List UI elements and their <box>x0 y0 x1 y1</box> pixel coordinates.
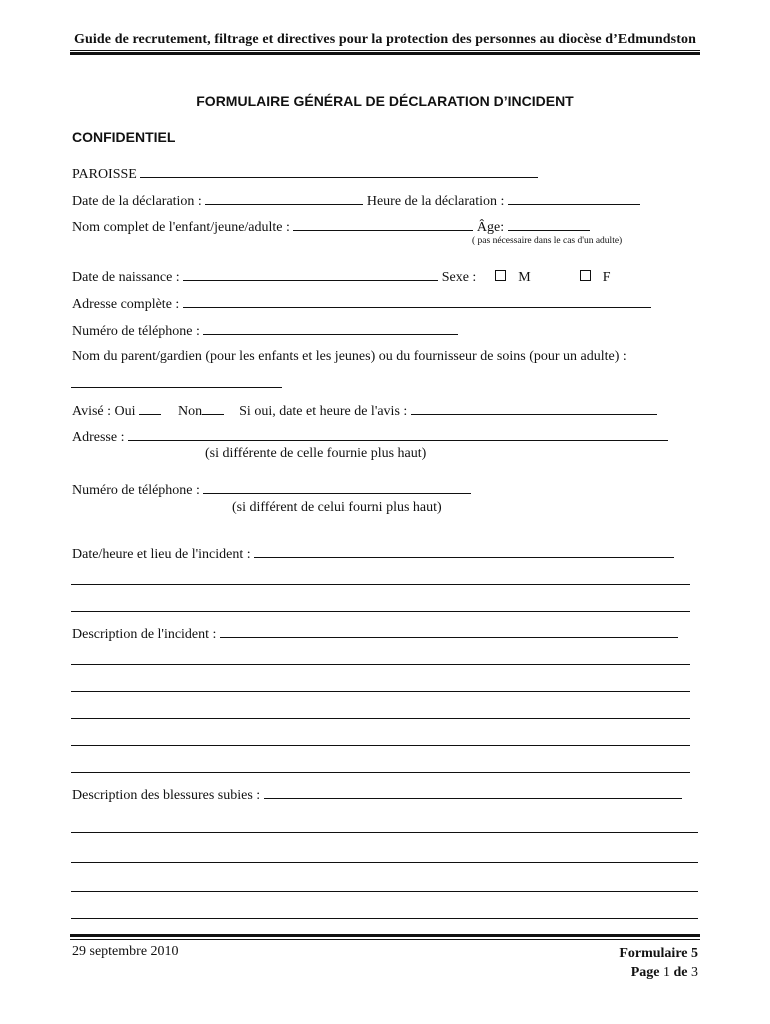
incident-desc-line-3[interactable] <box>71 691 690 692</box>
footer-date: 29 septembre 2010 <box>72 944 179 959</box>
injuries-field[interactable] <box>264 786 682 799</box>
parish-label: PAROISSE <box>72 167 137 182</box>
notified-no-label: Non <box>178 404 203 419</box>
header-rule-thick <box>70 52 700 55</box>
report-time-label: Heure de la déclaration : <box>366 194 505 209</box>
injuries-label: Description des blessures subies : <box>72 788 261 803</box>
parent-field[interactable] <box>71 387 282 388</box>
document-header: Guide de recrutement, filtrage et directives pour la protection des personnes au diocèse d’Edmundston <box>74 32 696 47</box>
confidential-label: CONFIDENTIEL <box>72 129 176 145</box>
incident-when-line-3[interactable] <box>71 611 690 612</box>
incident-when-row <box>72 545 674 565</box>
sex-f-label: F <box>602 270 611 285</box>
report-time-field[interactable] <box>508 192 640 205</box>
address-row <box>72 295 651 315</box>
address2-note: (si différente de celle fournie plus haut) <box>205 446 427 461</box>
footer-rule-thin <box>70 939 700 940</box>
parish-field[interactable] <box>140 165 538 178</box>
sex-m-label: M <box>518 270 531 285</box>
birth-date-row <box>72 268 611 288</box>
incident-desc-line-2[interactable] <box>71 664 690 665</box>
address2-row <box>72 428 668 448</box>
phone2-row <box>72 481 471 501</box>
footer-form-label: Formulaire 5 <box>619 946 698 961</box>
address-label: Adresse complète : <box>72 297 180 312</box>
report-date-label: Date de la déclaration : <box>72 194 202 209</box>
footer-rule-thick <box>70 934 700 937</box>
notified-no-field[interactable] <box>202 402 224 415</box>
full-name-row <box>72 218 590 238</box>
incident-desc-line-4[interactable] <box>71 718 690 719</box>
incident-when-field[interactable] <box>254 545 674 558</box>
age-note: ( pas nécessaire dans le cas d'un adulte) <box>472 236 623 246</box>
incident-desc-label: Description de l'incident : <box>72 627 217 642</box>
phone2-note: (si différent de celui fourni plus haut) <box>232 500 442 515</box>
injuries-line-4[interactable] <box>71 891 698 892</box>
notified-row <box>72 402 657 422</box>
footer-page-count <box>619 963 698 982</box>
incident-desc-line-5[interactable] <box>71 745 690 746</box>
footer-page-total: 3 <box>691 965 698 980</box>
injuries-row <box>72 786 682 806</box>
birth-date-label: Date de naissance : <box>72 270 180 285</box>
phone-label: Numéro de téléphone : <box>72 324 200 339</box>
incident-desc-field[interactable] <box>220 625 678 638</box>
phone-field[interactable] <box>203 322 458 335</box>
age-label: Âge: <box>476 220 505 235</box>
notified-when-label: Si oui, date et heure de l'avis : <box>239 404 408 419</box>
parent-row <box>72 349 627 369</box>
sex-f-checkbox[interactable] <box>580 270 591 281</box>
birth-date-field[interactable] <box>183 268 438 281</box>
incident-when-line-2[interactable] <box>71 584 690 585</box>
notified-yes-label: Avisé : Oui <box>72 404 136 419</box>
injuries-line-5[interactable] <box>71 918 698 919</box>
report-date-row <box>72 192 640 212</box>
injuries-line-3[interactable] <box>71 862 698 863</box>
footer-page-num: 1 <box>663 965 670 980</box>
address2-label: Adresse : <box>72 430 125 445</box>
phone-row <box>72 322 458 342</box>
sex-m-checkbox[interactable] <box>495 270 506 281</box>
address-field[interactable] <box>183 295 651 308</box>
full-name-label: Nom complet de l'enfant/jeune/adulte : <box>72 220 290 235</box>
report-date-field[interactable] <box>205 192 363 205</box>
phone2-field[interactable] <box>203 481 471 494</box>
phone2-label: Numéro de téléphone : <box>72 483 200 498</box>
notified-when-field[interactable] <box>411 402 657 415</box>
footer-page-info <box>619 944 698 982</box>
footer-page-word: Page <box>630 965 660 980</box>
notified-yes-field[interactable] <box>139 402 161 415</box>
address2-field[interactable] <box>128 428 668 441</box>
header-rule-thin <box>70 50 700 51</box>
footer-page-of: de <box>673 965 688 980</box>
incident-desc-line-6[interactable] <box>71 772 690 773</box>
sex-label: Sexe : <box>441 270 477 285</box>
incident-when-label: Date/heure et lieu de l'incident : <box>72 547 251 562</box>
parish-row <box>72 165 538 185</box>
form-title: FORMULAIRE GÉNÉRAL DE DÉCLARATION D’INCIDENT <box>196 93 574 109</box>
parent-label: Nom du parent/gardien (pour les enfants et les jeunes) ou du fournisseur de soins (pour un adulte) : <box>72 349 627 364</box>
age-field[interactable] <box>508 218 590 231</box>
full-name-field[interactable] <box>293 218 473 231</box>
incident-desc-row <box>72 625 678 645</box>
injuries-line-2[interactable] <box>71 832 698 833</box>
